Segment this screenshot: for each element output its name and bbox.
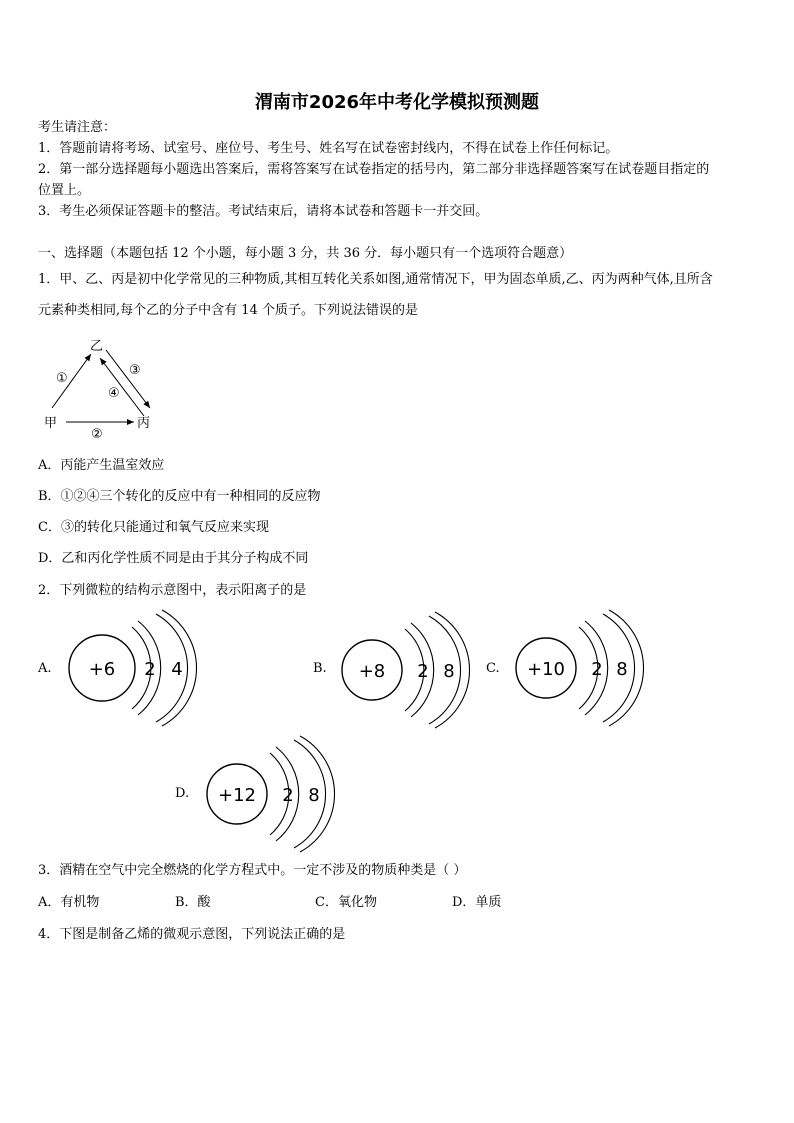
option-c-label: C. <box>486 661 500 676</box>
option-a-label: A. <box>38 661 52 676</box>
nucleus-charge: +6 <box>88 659 116 680</box>
question-1-stem: 1．甲、乙、丙是初中化学常见的三种物质,其相互转化关系如图,通常情况下，甲为固态单质,乙、丙为两种气体,且所含 <box>38 272 713 287</box>
label-3: ③ <box>129 363 141 378</box>
question-1-option-c: C．③的转化只能通过和氧气反应来实现 <box>38 520 269 535</box>
notice-item-2: 2．第一部分选择题每小题选出答案后，需将答案写在试卷指定的括号内，第二部分非选择题答案写在试卷题目指定的 <box>38 162 710 177</box>
shell-2-electrons: 8 <box>308 785 320 806</box>
shell-1-electrons: 2 <box>417 661 429 682</box>
question-1-option-a: A．丙能产生温室效应 <box>38 458 165 473</box>
atom-diagram-a <box>68 613 188 729</box>
shell-2-electrons: 4 <box>171 659 183 680</box>
question-1-option-b: B．①②④三个转化的反应中有一种相同的反应物 <box>38 489 321 504</box>
label-2: ② <box>91 427 103 442</box>
question-3-option-a: A．有机物 <box>38 895 100 910</box>
atom-diagram-b <box>341 615 461 731</box>
notice-item-3: 3．考生必须保证答题卡的整洁。考试结束后，请将本试卷和答题卡一并交回。 <box>38 204 489 219</box>
shell-2-electrons: 8 <box>443 661 455 682</box>
label-4: ④ <box>108 386 120 401</box>
node-jia: 甲 <box>44 416 58 431</box>
nucleus-charge: +8 <box>358 661 386 682</box>
question-2-stem: 2．下列微粒的结构示意图中，表示阳离子的是 <box>38 583 307 598</box>
node-bing: 丙 <box>137 416 151 431</box>
option-b-label: B. <box>313 661 327 676</box>
notice-item-1: 1．答题前请将考场、试室号、座位号、考生号、姓名写在试卷密封线内，不得在试卷上作任何标记。 <box>38 141 619 156</box>
section-heading: 一、选择题（本题包括 12 个小题，每小题 3 分，共 36 分．每小题只有一个选项符合题意） <box>38 246 573 261</box>
shell-2-electrons: 8 <box>616 659 628 680</box>
shell-1-electrons: 2 <box>144 659 156 680</box>
question-3-option-c: C．氧化物 <box>315 895 377 910</box>
shell-1-electrons: 2 <box>591 659 603 680</box>
option-d-label: D. <box>175 786 190 801</box>
question-3-option-d: D．单质 <box>452 895 502 910</box>
atom-diagram-c <box>515 613 635 729</box>
shell-1-electrons: 2 <box>282 785 294 806</box>
question-4-stem: 4．下图是制备乙烯的微观示意图，下列说法正确的是 <box>38 927 346 942</box>
question-3-option-b: B．酸 <box>175 895 211 910</box>
atom-diagram-d <box>206 739 326 855</box>
label-1: ① <box>56 371 68 386</box>
notice-heading: 考生请注意： <box>38 120 117 135</box>
question-3-stem: 3．酒精在空气中完全燃烧的化学方程式中。一定不涉及的物质种类是（ ） <box>38 863 467 878</box>
page-title: 渭南市2026年中考化学模拟预测题 <box>254 92 540 113</box>
notice-item-2-cont: 位置上。 <box>38 183 91 198</box>
nucleus-charge: +10 <box>527 659 565 680</box>
question-1-stem-cont: 元素种类相同,每个乙的分子中含有 14 个质子。下列说法错误的是 <box>38 303 418 318</box>
node-yi: 乙 <box>90 339 104 354</box>
question-1-option-d: D．乙和丙化学性质不同是由于其分子构成不同 <box>38 551 309 566</box>
nucleus-charge: +12 <box>218 785 256 806</box>
transformation-diagram <box>40 332 170 442</box>
